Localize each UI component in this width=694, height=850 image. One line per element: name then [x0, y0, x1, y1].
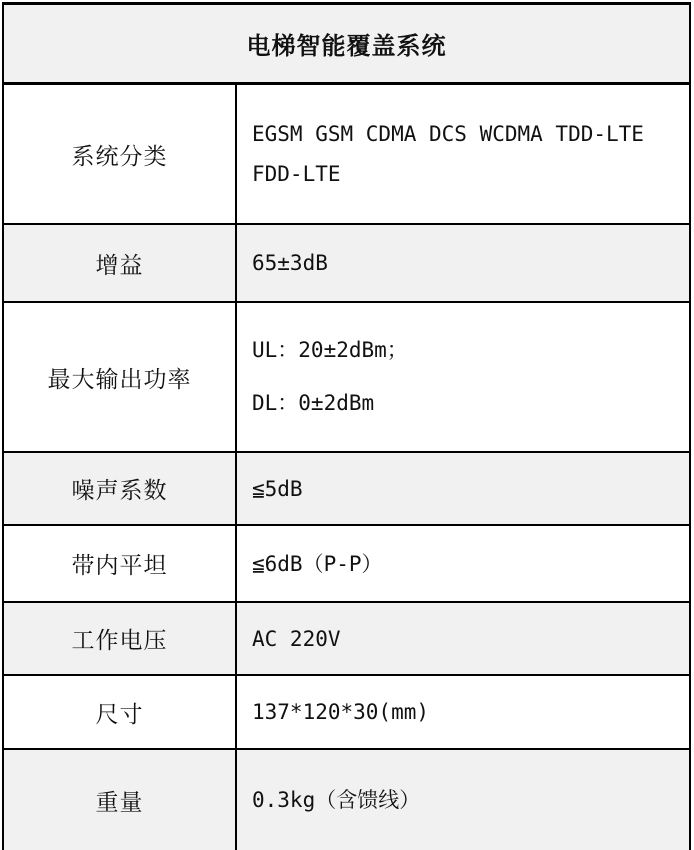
table-row-gain: [4, 225, 689, 303]
value-line: ≦6dB（P-P）: [252, 551, 383, 576]
row-value-noise-figure: [237, 453, 689, 524]
row-value-gain: [237, 225, 689, 301]
value-line: FDD-LTE: [252, 162, 341, 186]
table-row-dimensions: [4, 676, 689, 750]
row-label-gain: 增益: [4, 225, 237, 301]
value-line-downlink: DL：0±2dBm: [252, 391, 375, 415]
row-value-system-category: [237, 85, 689, 223]
row-label-working-voltage: 工作电压: [4, 603, 237, 674]
row-value-max-output-power: [237, 303, 689, 451]
table-row-working-voltage: [4, 603, 689, 676]
row-label-max-output-power: 最大输出功率: [4, 303, 237, 451]
row-value-weight: [237, 750, 689, 850]
row-label-dimensions: 尺寸: [4, 676, 237, 748]
spec-table: [2, 2, 691, 850]
value-line: EGSM GSM CDMA DCS WCDMA TDD-LTE: [252, 122, 644, 146]
table-title: 电梯智能覆盖系统: [246, 32, 447, 60]
table-row-weight: [4, 750, 689, 850]
row-value-dimensions: [237, 676, 689, 748]
value-line: AC 220V: [252, 626, 341, 651]
row-label-weight: 重量: [4, 750, 237, 850]
value-line-uplink: UL：20±2dBm；: [252, 338, 408, 362]
value-line: 137*120*30(mm): [252, 700, 430, 724]
value-line: 0.3kg（含馈线）: [252, 788, 421, 812]
table-row-inband-flatness: [4, 526, 689, 603]
row-label-system-category: 系统分类: [4, 85, 237, 223]
value-line: 65±3dB: [252, 251, 328, 275]
row-value-working-voltage: [237, 603, 689, 674]
row-value-inband-flatness: [237, 526, 689, 601]
row-label-noise-figure: 噪声系数: [4, 453, 237, 524]
row-label-inband-flatness: 带内平坦: [4, 526, 237, 601]
table-title-row: [4, 5, 689, 85]
table-row-max-output-power: [4, 303, 689, 453]
table-row-noise-figure: [4, 453, 689, 526]
value-line: ≦5dB: [252, 476, 303, 501]
table-row-system-category: [4, 85, 689, 225]
